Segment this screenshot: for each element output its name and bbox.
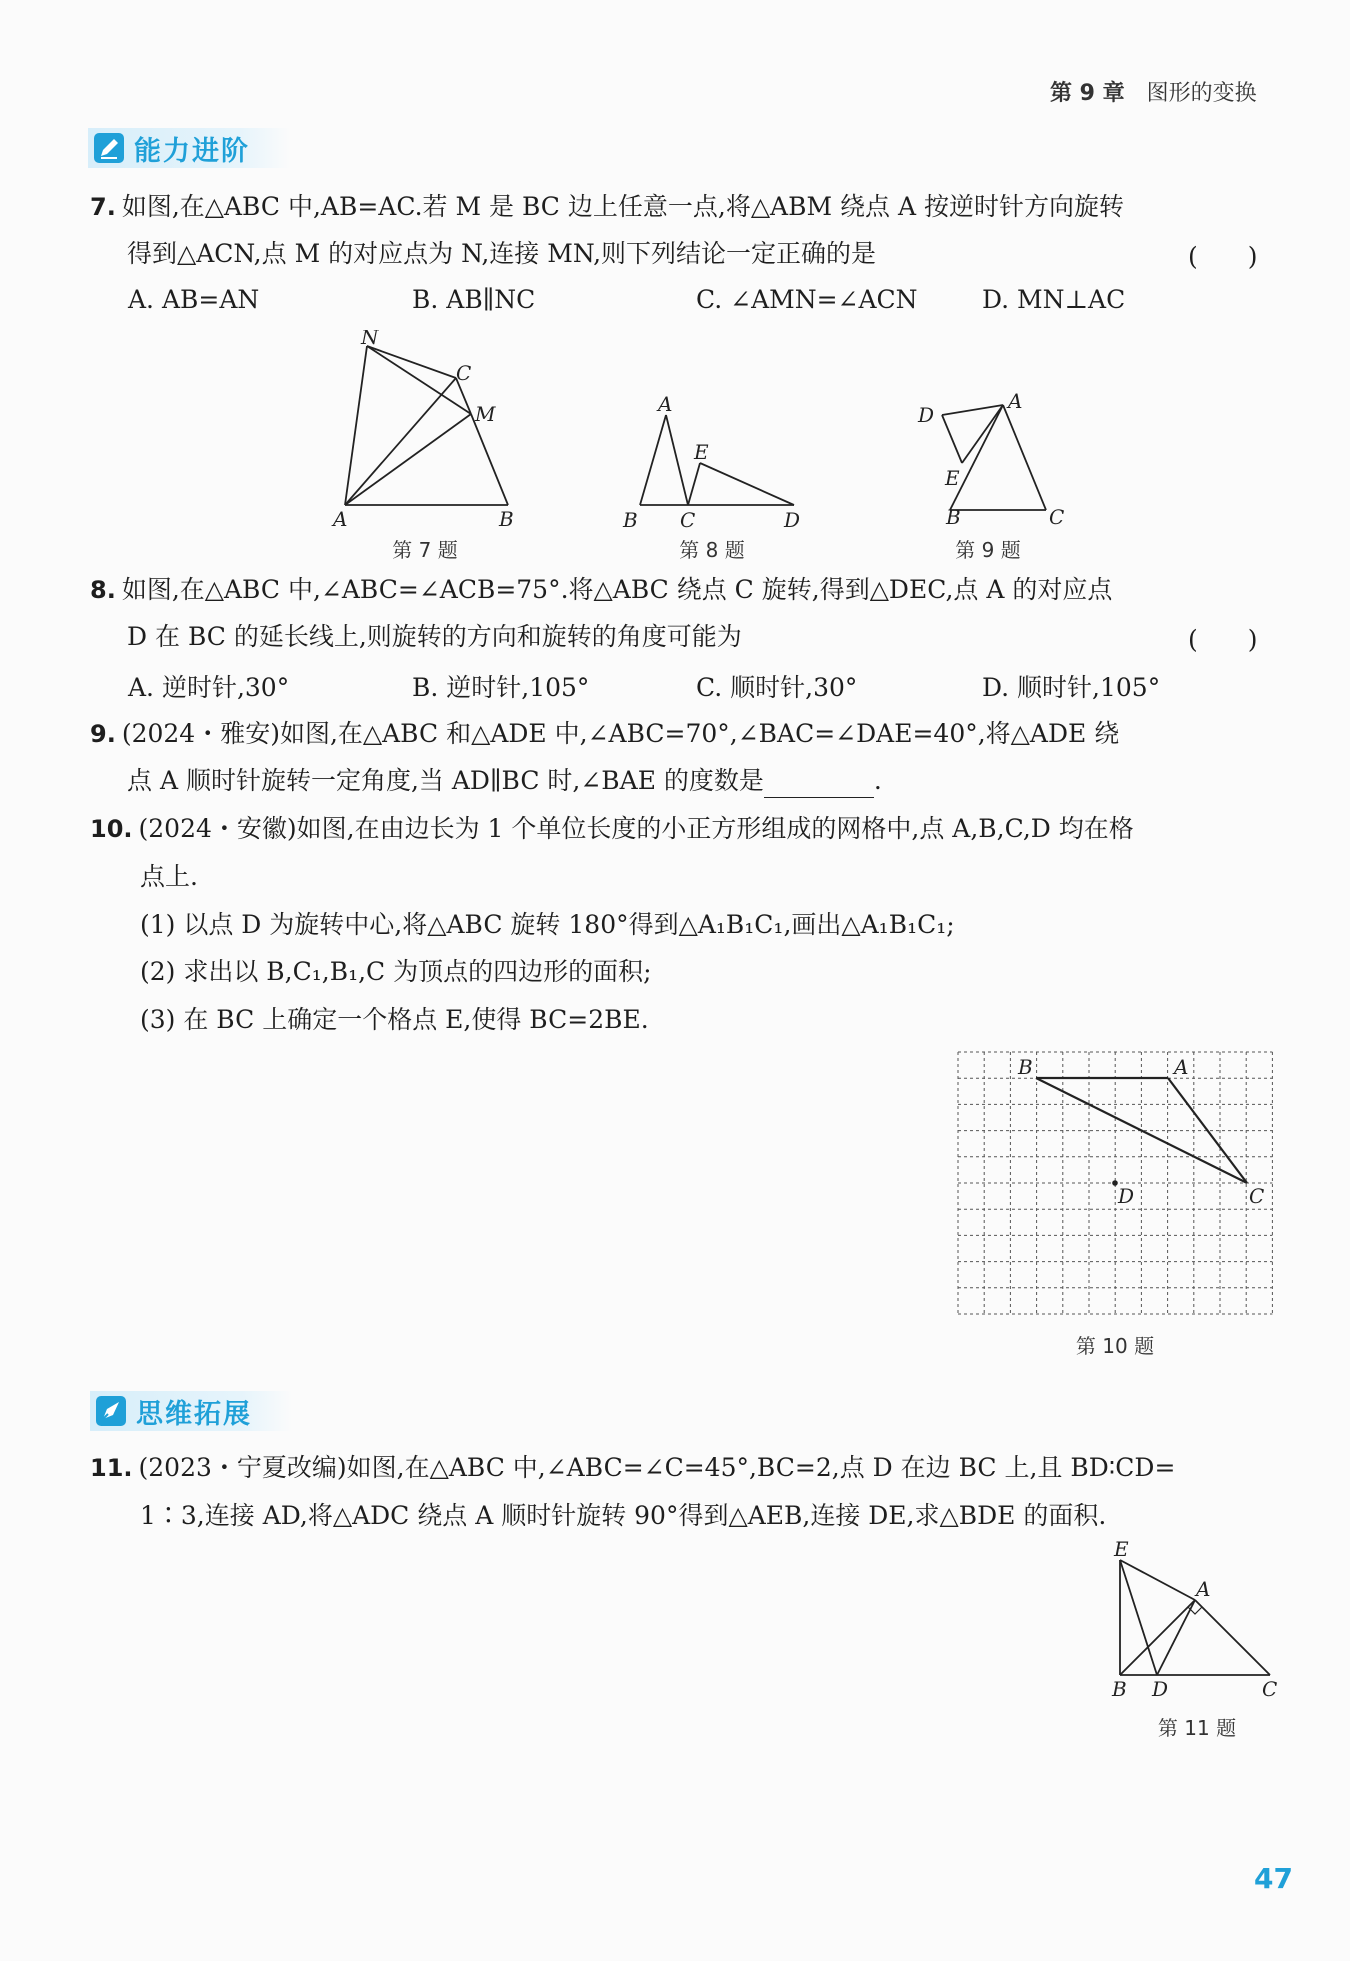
figure-9-caption: 第 9 题 xyxy=(955,538,1021,562)
label-C: C xyxy=(680,508,696,532)
section-title: 思维拓展 xyxy=(136,1398,252,1430)
chapter-header xyxy=(1050,76,1257,107)
label-C: C xyxy=(1049,505,1065,529)
figure-8-caption: 第 8 题 xyxy=(679,538,745,562)
label-D: D xyxy=(1152,1677,1169,1700)
figure-7-caption: 第 7 题 xyxy=(392,538,458,562)
q10-line2: 点上. xyxy=(140,862,198,891)
label-D: D xyxy=(1118,1184,1135,1208)
question-number: 11. xyxy=(90,1454,133,1482)
q8-line2: D 在 BC 的延长线上,则旋转的方向和旋转的角度可能为 xyxy=(127,622,742,651)
label-M: M xyxy=(475,402,496,426)
q11-line1 xyxy=(90,1451,1175,1485)
q11-text: (2023・宁夏改编)如图,在△ABC 中,∠ABC=∠C=45°,BC=2,点 D 在边 BC 上,且 BD∶CD= xyxy=(138,1453,1176,1482)
q9-end: . xyxy=(873,766,882,795)
section-header-ability xyxy=(88,128,290,168)
segment-AC xyxy=(1195,1600,1270,1675)
segment-BM xyxy=(471,414,508,505)
q8-option-b: B. 逆时针,105° xyxy=(412,673,590,702)
label-C: C xyxy=(1249,1184,1265,1208)
label-E: E xyxy=(1114,1540,1129,1561)
point-D xyxy=(1112,1180,1118,1186)
chapter-number: 第 9 章 xyxy=(1050,81,1125,106)
figure-11-caption: 第 11 题 xyxy=(1157,1716,1237,1740)
label-B: B xyxy=(1018,1055,1033,1079)
label-A: A xyxy=(1174,1055,1189,1079)
answer-parentheses: ( ) xyxy=(1188,625,1258,654)
segment-BA xyxy=(1120,1600,1195,1675)
q7-option-d: D. MN⊥AC xyxy=(982,285,1126,314)
q7-option-c: C. ∠AMN=∠ACN xyxy=(696,285,918,314)
section-header-thinking xyxy=(90,1391,292,1431)
label-A: A xyxy=(1196,1577,1211,1601)
figure-8 xyxy=(618,390,808,535)
q10-sub3: (3) 在 BC 上确定一个格点 E,使得 BC=2BE. xyxy=(140,1005,649,1034)
q8-option-c: C. 顺时针,30° xyxy=(696,673,858,702)
q10-sub2: (2) 求出以 B,C₁,B₁,C 为顶点的四边形的面积; xyxy=(140,957,652,986)
edit-icon xyxy=(92,131,126,165)
label-B: B xyxy=(1112,1677,1127,1700)
q7-line1 xyxy=(90,190,1124,224)
segment-NA xyxy=(345,346,367,505)
label-E: E xyxy=(945,466,960,490)
question-number: 7. xyxy=(90,193,116,221)
q9-line2 xyxy=(127,764,882,798)
question-number: 8. xyxy=(90,576,116,604)
segment-ED xyxy=(700,463,794,505)
segment-AM xyxy=(345,414,471,505)
figure-10-caption: 第 10 题 xyxy=(1075,1334,1155,1358)
label-E: E xyxy=(694,440,709,464)
q9-text: 点 A 顺时针旋转一定角度,当 AD∥BC 时,∠BAE 的度数是 xyxy=(127,766,764,795)
q8-option-a: A. 逆时针,30° xyxy=(128,673,290,702)
figure-9 xyxy=(902,385,1072,535)
q11-line2: 1∶3,连接 AD,将△ADC 绕点 A 顺时针旋转 90°得到△AEB,连接 DE,求△BDE 的面积. xyxy=(140,1501,1107,1530)
figure-11 xyxy=(1100,1540,1290,1700)
label-A: A xyxy=(1008,389,1023,413)
q10-text: (2024・安徽)如图,在由边长为 1 个单位长度的小正方形组成的网格中,点 A,B,C,D 均在格 xyxy=(138,814,1134,843)
answer-parentheses: ( ) xyxy=(1188,242,1258,271)
q10-line1 xyxy=(90,812,1134,846)
q10-sub1: (1) 以点 D 为旋转中心,将△ABC 旋转 180°得到△A₁B₁C₁,画出△A₁B₁C₁; xyxy=(140,910,955,939)
label-C: C xyxy=(1262,1677,1278,1700)
label-D: D xyxy=(918,403,935,427)
q9-text: (2024・雅安)如图,在△ABC 和△ADE 中,∠ABC=70°,∠BAC=∠DAE=40°,将△ADE 绕 xyxy=(121,719,1120,748)
label-B: B xyxy=(946,505,961,529)
label-A: A xyxy=(658,392,673,416)
label-N: N xyxy=(361,330,379,349)
label-B: B xyxy=(499,507,514,531)
section-title: 能力进阶 xyxy=(134,135,250,167)
q7-option-b: B. AB∥NC xyxy=(412,285,536,314)
q8-option-d: D. 顺时针,105° xyxy=(982,673,1161,702)
label-C: C xyxy=(456,361,472,385)
segment-NC xyxy=(367,346,456,378)
segment-AC xyxy=(345,378,456,505)
segment-AC xyxy=(1003,405,1046,510)
q9-line1 xyxy=(90,717,1119,751)
segment-DE xyxy=(942,415,962,463)
chapter-title: 图形的变换 xyxy=(1146,81,1257,106)
figure-10-grid xyxy=(955,1050,1275,1322)
segment-EA xyxy=(962,405,1003,463)
q7-line2: 得到△ACN,点 M 的对应点为 N,连接 MN,则下列结论一定正确的是 xyxy=(127,239,877,268)
rocket-icon xyxy=(94,1394,128,1428)
q8-text: 如图,在△ABC 中,∠ABC=∠ACB=75°.将△ABC 绕点 C 旋转,得到△DEC,点 A 的对应点 xyxy=(121,575,1113,604)
segment-CE xyxy=(688,463,700,505)
answer-blank xyxy=(764,773,874,798)
q7-text: 如图,在△ABC 中,AB=AC.若 M 是 BC 边上任意一点,将△ABM 绕点 A 按逆时针方向旋转 xyxy=(121,192,1124,221)
label-A: A xyxy=(333,507,348,531)
q7-option-a: A. AB=AN xyxy=(128,285,260,314)
segment-BA xyxy=(950,405,1003,510)
segment-AD xyxy=(942,405,1003,415)
label-B: B xyxy=(623,508,638,532)
segment-BA xyxy=(640,415,666,505)
segment-AD xyxy=(1157,1600,1195,1675)
page-number: 47 xyxy=(1254,1862,1293,1895)
segment-AC xyxy=(666,415,688,505)
question-number: 10. xyxy=(90,815,133,843)
question-number: 9. xyxy=(90,720,116,748)
figure-7 xyxy=(325,330,525,535)
q8-line1 xyxy=(90,573,1112,607)
label-D: D xyxy=(784,508,801,532)
